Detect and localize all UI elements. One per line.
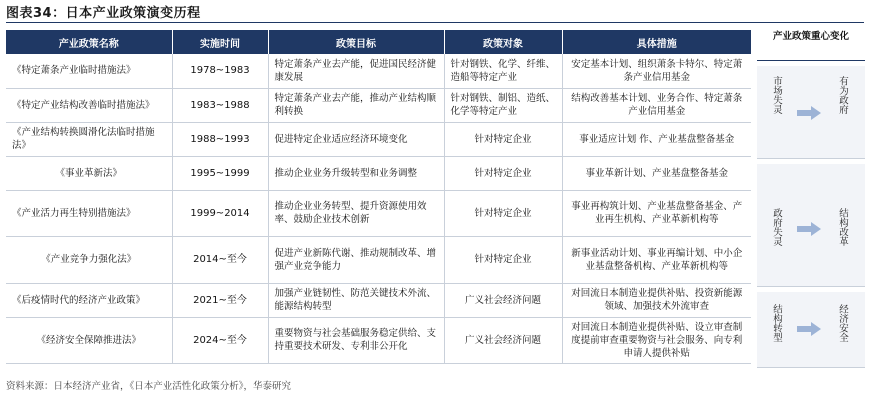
- policy-measure: 对回流日本制造业提供补贴、投资新能源领域、加强技术外流审查: [562, 283, 751, 317]
- policy-goal: 重要物资与社会基础服务稳定供给、支持重要技术研发、专利非公开化: [268, 317, 444, 363]
- header-goal: 政策目标: [268, 30, 444, 54]
- table-row: [6, 88, 751, 122]
- table-row: [6, 236, 751, 283]
- shift-from-label: 市场失灵: [771, 76, 782, 114]
- policy-goal: 加强产业链韧性、防范关键技术外流、能源结构转型: [268, 283, 444, 317]
- header-target: 政策对象: [444, 30, 562, 54]
- policy-goal: 促进产业新陈代谢、推动规制改革、增强产业竞争能力: [268, 236, 444, 283]
- arrow-right-icon: [797, 322, 821, 336]
- table-row: [6, 156, 751, 190]
- policy-time: 1995~1999: [172, 156, 268, 190]
- shift-to-label: 有为政府: [837, 76, 848, 114]
- policy-measure: 对回流日本制造业提供补贴、设立审查制度提前审查重要物资与社会服务、向专利申请人提供补贴: [562, 317, 751, 363]
- policy-time: 1988~1993: [172, 122, 268, 156]
- table-row: [6, 190, 751, 236]
- header-time: 实施时间: [172, 30, 268, 54]
- policy-measure: 结构改善基本计划、业务合作、特定萧条产业信用基金: [562, 88, 751, 122]
- header-measure: 具体措施: [562, 30, 751, 54]
- policy-name: 《事业革新法》: [6, 156, 172, 190]
- header-name: 产业政策名称: [6, 30, 172, 54]
- shift-from-label: 政府失灵: [771, 208, 782, 246]
- figure-title: 图表34：日本产业政策演变历程: [6, 6, 201, 21]
- policy-name: 《后疫情时代的经济产业政策》: [6, 283, 172, 317]
- policy-measure: 事业再构筑计划、产业基盘整备基金、产业再生机构、产业革新机构等: [562, 190, 751, 236]
- source-note: 资料来源：日本经济产业省，《日本产业活性化政策分析》，华泰研究: [6, 381, 292, 392]
- policy-name: 《产业竞争力强化法》: [6, 236, 172, 283]
- policy-measure: 事业适应计划 作、产业基盘整备基金: [562, 122, 751, 156]
- policy-name: 《特定萧条产业临时措施法》: [6, 54, 172, 88]
- shift-to-label: 经济安全: [837, 304, 848, 342]
- policy-target: 广义社会经济问题: [444, 317, 562, 363]
- policy-time: 1983~1988: [172, 88, 268, 122]
- shift-panel-2: [757, 164, 865, 287]
- policy-target: 广义社会经济问题: [444, 283, 562, 317]
- policy-table: [6, 30, 751, 364]
- policy-name: 《特定产业结构改善临时措施法》: [6, 88, 172, 122]
- arrow-right-icon: [797, 106, 821, 120]
- policy-time: 1978~1983: [172, 54, 268, 88]
- policy-name: 《经济安全保障推进法》: [6, 317, 172, 363]
- policy-time: 2024~至今: [172, 317, 268, 363]
- table-row: [6, 122, 751, 156]
- policy-time: 1999~2014: [172, 190, 268, 236]
- title-rule: [6, 22, 864, 23]
- policy-name: 《产业活力再生特别措施法》: [6, 190, 172, 236]
- policy-goal: 推动企业业务转型、提升资源使用效率、鼓励企业技术创新: [268, 190, 444, 236]
- arrow-right-icon: [797, 222, 821, 236]
- policy-target: 针对特定企业: [444, 122, 562, 156]
- policy-target: 针对特定企业: [444, 156, 562, 190]
- policy-goal: 促进特定企业适应经济环境变化: [268, 122, 444, 156]
- policy-target: 针对特定企业: [444, 190, 562, 236]
- shift-to-label: 结构改革: [837, 208, 848, 246]
- table-header-row: [6, 30, 751, 54]
- policy-shift-header: 产业政策重心变化: [757, 30, 865, 61]
- policy-measure: 事业革新计划、产业基盘整备基金: [562, 156, 751, 190]
- table-row: [6, 54, 751, 88]
- policy-shift-panel: [757, 30, 865, 367]
- table-row: [6, 283, 751, 317]
- policy-measure: 新事业活动计划、事业再编计划、中小企业基盘整备机构、产业革新机构等: [562, 236, 751, 283]
- policy-goal: 特定萧条产业去产能，推动产业结构顺利转换: [268, 88, 444, 122]
- policy-time: 2021~至今: [172, 283, 268, 317]
- policy-goal: 推动企业业务升级转型和业务调整: [268, 156, 444, 190]
- policy-target: 针对特定企业: [444, 236, 562, 283]
- policy-goal: 特定萧条产业去产能，促进国民经济健康发展: [268, 54, 444, 88]
- policy-measure: 安定基本计划、组织萧条卡特尔、特定萧条产业信用基金: [562, 54, 751, 88]
- table-row: [6, 317, 751, 363]
- shift-panel-1: [757, 66, 865, 159]
- policy-target: 针对钢铁、制铝、造纸、化学等特定产业: [444, 88, 562, 122]
- policy-target: 针对钢铁、化学、纤维、造船等特定产业: [444, 54, 562, 88]
- shift-from-label: 结构转型: [771, 304, 782, 342]
- policy-time: 2014~至今: [172, 236, 268, 283]
- shift-panel-3: [757, 292, 865, 368]
- policy-name: 《产业结构转换圆滑化法临时措施法》: [6, 122, 172, 156]
